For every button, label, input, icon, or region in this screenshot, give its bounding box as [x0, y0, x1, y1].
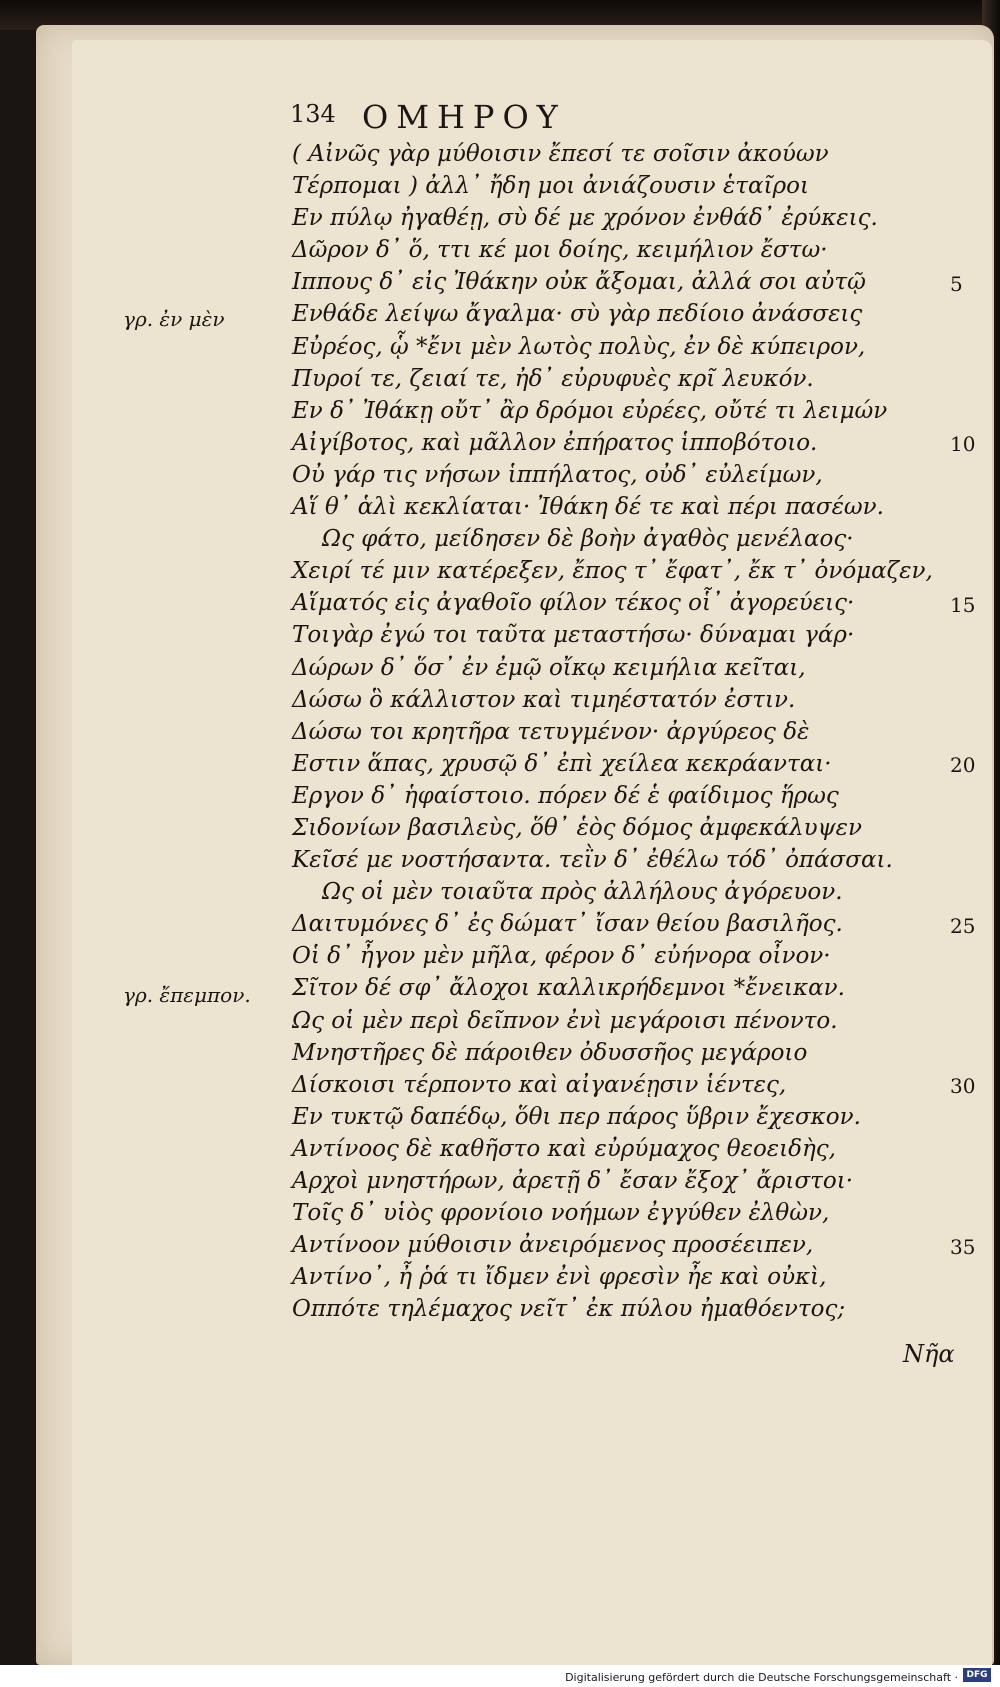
- verse-line: Εν δ᾽ Ἰθάκῃ οὔτ᾽ ἂρ δρόμοι εὐρέες, οὔτέ τι λειμών: [292, 397, 888, 424]
- verse-line: Οὐ γάρ τις νήσων ἱππήλατος, οὐδ᾽ εὐλείμων,: [292, 461, 823, 488]
- line-number: 5: [950, 272, 963, 296]
- verse-line: Ενθάδε λείψω ἄγαλμα· σὺ γὰρ πεδίοιο ἀνάσσεις: [292, 301, 863, 328]
- margin-note: γρ. ἔπεμπον.: [123, 983, 251, 1007]
- running-head: ΟΜΗΡΟΥ: [362, 98, 566, 136]
- footer-bar: [0, 1665, 1000, 1687]
- page-header: [290, 100, 750, 136]
- page-number: 134: [290, 100, 336, 128]
- verse-line: Αντίνο᾽, ἦ ῥά τι ἴδμεν ἐνὶ φρεσὶν ἦε καὶ οὐκὶ,: [292, 1264, 827, 1291]
- verse-line: Αἵματός εἰς ἀγαθοῖο φίλον τέκος οἷ᾽ ἀγορεύεις·: [292, 590, 855, 617]
- verse-line: Μνηστῆρες δὲ πάροιθεν ὀδυσσῆος μεγάροιο: [292, 1039, 808, 1066]
- verse-line: Ιππους δ᾽ εἰς Ἰθάκην οὐκ ἄξομαι, ἀλλά σοι αὐτῷ: [292, 269, 866, 296]
- verse-line: Δώσω ὃ κάλλιστον καὶ τιμηέστατόν ἐστιν.: [292, 686, 796, 713]
- catchword: Νῆα: [903, 1340, 955, 1368]
- line-number: 15: [950, 593, 976, 617]
- line-number: 20: [950, 753, 976, 777]
- verse-line: Οἱ δ᾽ ἦγον μὲν μῆλα, φέρον δ᾽ εὐήνορα οἶνον·: [292, 943, 831, 970]
- verse-line: Εν τυκτῷ δαπέδῳ, ὅθι περ πάρος ὕβριν ἔχεσκον.: [292, 1103, 861, 1130]
- verse-line: Χειρί τέ μιν κατέρεξεν, ἔπος τ᾽ ἔφατ᾽, ἔκ τ᾽ ὀνόμαζεν,: [292, 558, 933, 585]
- verse-line: Εὐρέος, ᾧ *ἔνι μὲν λωτὸς πολὺς, ἐν δὲ κύπειρον,: [292, 333, 866, 360]
- verse-line: Κεῖσέ με νοστήσαντα. τεῒν δ᾽ ἐθέλω τόδ᾽ ὀπάσσαι.: [292, 847, 893, 874]
- verse-line: Σῖτον δέ σφ᾽ ἄλοχοι καλλικρήδεμνοι *ἔνεικαν.: [292, 975, 845, 1002]
- line-number: 25: [950, 914, 976, 938]
- line-number: 10: [950, 432, 976, 456]
- verse-line: Δίσκοισι τέρποντο καὶ αἰγανέῃσιν ἱέντες,: [292, 1071, 787, 1098]
- verse-line: Ως οἱ μὲν περὶ δεῖπνον ἐνὶ μεγάροισι πένοντο.: [292, 1007, 838, 1034]
- margin-note: γρ. ἐν μὲν: [123, 307, 225, 331]
- verse-line: Οππότε τηλέμαχος νεῖτ᾽ ἐκ πύλου ἠμαθόεντος;: [292, 1296, 846, 1323]
- verse-line: Εστιν ἅπας, χρυσῷ δ᾽ ἐπὶ χείλεα κεκράανται·: [292, 750, 832, 777]
- verse-line: Δαιτυμόνες δ᾽ ἐς δώματ᾽ ἴσαν θείου βασιλῆος.: [292, 911, 843, 938]
- line-number: 30: [950, 1074, 976, 1098]
- verse-line: Αρχοὶ μνηστήρων, ἀρετῇ δ᾽ ἔσαν ἔξοχ᾽ ἄριστοι·: [292, 1168, 854, 1194]
- verse-line: Σιδονίων βασιλεὺς, ὅθ᾽ ἑὸς δόμος ἀμφεκάλυψεν: [292, 814, 863, 841]
- verse-line: Πυροί τε, ζειαί τε, ἠδ᾽ εὐρυφυὲς κρῖ λευκόν.: [292, 365, 814, 392]
- footer-credit: Digitalisierung gefördert durch die Deutsche Forschungsgemeinschaft ·: [565, 1671, 958, 1684]
- verse-line: Δώρων δ᾽ ὅσ᾽ ἐν ἐμῷ οἴκῳ κειμήλια κεῖται,: [292, 654, 806, 681]
- verse-line: Αντίνοον μύθοισιν ἀνειρόμενος προσέειπεν,: [292, 1232, 814, 1259]
- verse-line: Τέρπομαι ) ἀλλ᾽ ἤδη μοι ἀνιάζουσιν ἑταῖροι: [292, 173, 809, 200]
- verse-line: Ως οἱ μὲν τοιαῦτα πρὸς ἀλλήλους ἀγόρευον.: [322, 879, 843, 906]
- verse-line: Ως φάτο, μείδησεν δὲ βοὴν ἀγαθὸς μενέλαος·: [322, 526, 854, 553]
- verse-block: [292, 138, 933, 1325]
- verse-line: Δῶρον δ᾽ ὅ, ττι κέ μοι δοίης, κειμήλιον ἔστω·: [292, 237, 828, 264]
- dfg-logo-icon: DFG: [962, 1667, 992, 1683]
- verse-line: Αἰγίβοτος, καὶ μᾶλλον ἐπήρατος ἱπποβότοιο.: [292, 429, 818, 456]
- line-number: 35: [950, 1235, 976, 1259]
- verse-line: Εργον δ᾽ ἡφαίστοιο. πόρεν δέ ἑ φαίδιμος ἥρως: [292, 782, 839, 809]
- verse-line: ( Αἰνῶς γὰρ μύθοισιν ἔπεσί τε σοῖσιν ἀκούων: [292, 141, 829, 167]
- verse-line: Τοιγὰρ ἐγώ τοι ταῦτα μεταστήσω· δύναμαι γάρ·: [292, 622, 855, 649]
- verse-line: Εν πύλῳ ἠγαθέῃ, σὺ δέ με χρόνον ἐνθάδ᾽ ἐρύκεις.: [292, 205, 878, 232]
- verse-line: Αντίνοος δὲ καθῆστο καὶ εὐρύμαχος θεοειδὴς,: [292, 1135, 836, 1162]
- verse-line: Δώσω τοι κρητῆρα τετυγμένον· ἀργύρεος δὲ: [292, 718, 810, 745]
- verse-line: Αἵ θ᾽ ἁλὶ κεκλίαται· Ἰθάκη δέ τε καὶ πέρι πασέων.: [292, 494, 884, 521]
- verse-line: Τοῖς δ᾽ υἱὸς φρονίοιο νοήμων ἐγγύθεν ἐλθὼν,: [292, 1200, 830, 1227]
